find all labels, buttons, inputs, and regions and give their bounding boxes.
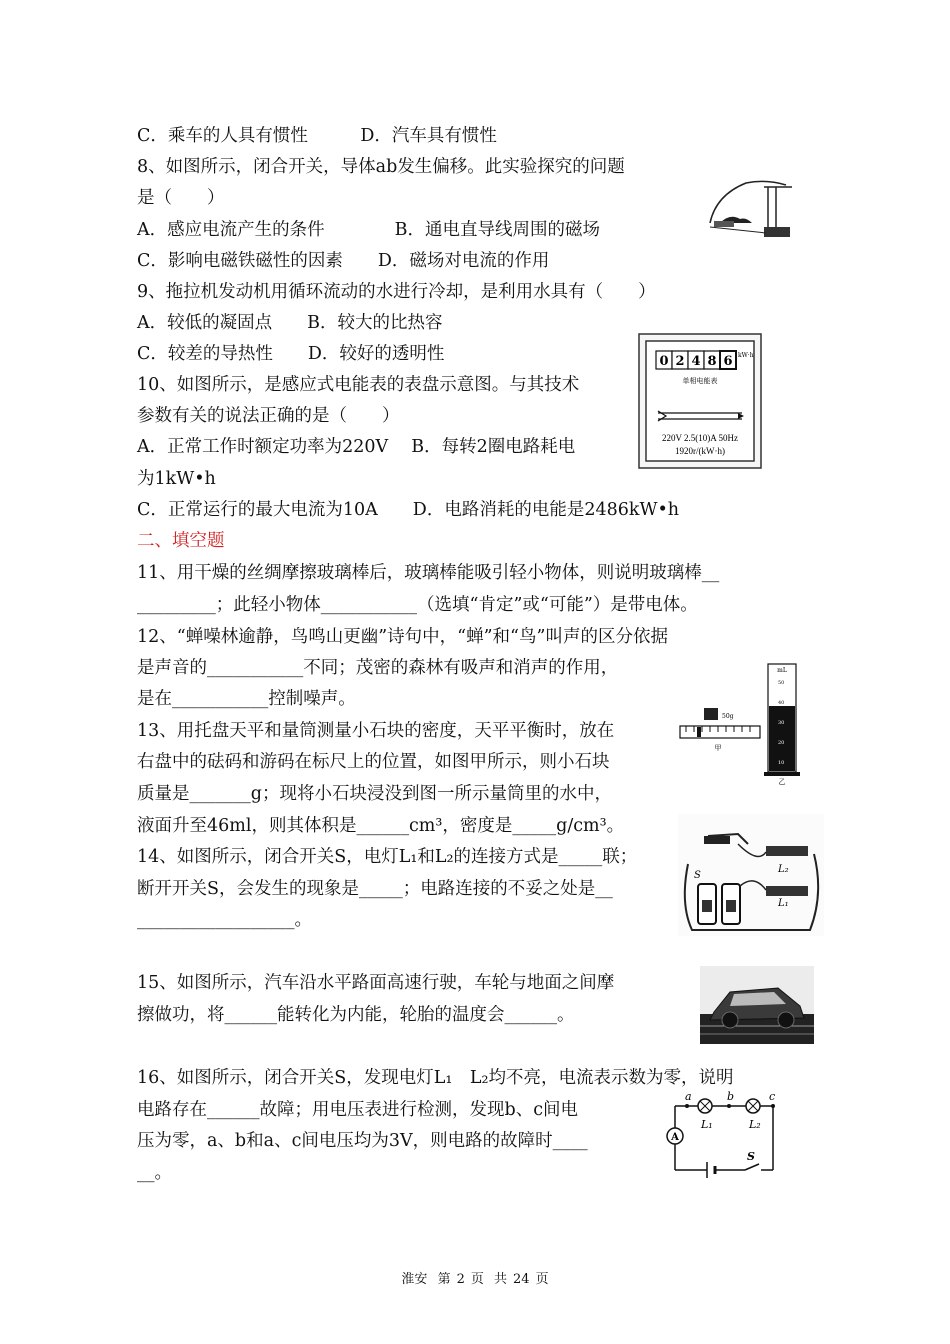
q16-stem-3: 压为零，a、b和a、c间电压均为3V，则电路的故障时____: [137, 1131, 588, 1151]
switch-s-label: S: [747, 1150, 755, 1163]
circuit14-l2-label: L₂: [778, 864, 789, 875]
circuit14-l1-label: L₁: [778, 898, 789, 909]
meter-digit: 8: [707, 354, 717, 369]
meter-spec1: 220V 2.5(10)A 50Hz: [661, 433, 739, 443]
meter-digit: 2: [675, 354, 685, 369]
q13-stem-3: 质量是_______g；现将小石块浸没到图一所示量筒里的水中，: [137, 784, 612, 804]
footer-total-number: 24: [513, 1272, 530, 1287]
q15-car-figure: [700, 966, 814, 1044]
q15-stem: 15、如图所示，汽车沿水平路面高速行驶，车轮与地面之间摩: [137, 973, 615, 993]
q12-stem-cont: 是声音的___________不同；茂密的森林有吸声和消声的作用，: [137, 658, 619, 678]
q16-stem-4: __。: [137, 1163, 172, 1183]
q9-options-ab: A．较低的凝固点 B．较大的比热容: [137, 313, 443, 333]
q13-figure: [678, 660, 804, 786]
cylinder-label-yi: 乙: [778, 778, 786, 786]
balance-weight-label: 50g: [722, 713, 734, 720]
footer-total-word: 页: [535, 1272, 549, 1287]
lamp-l1-label: L₁: [701, 1118, 713, 1131]
q15-stem-2: 擦做功，将______能转化为内能，轮胎的温度会______。: [137, 1005, 575, 1025]
footer-page-number: 2: [456, 1272, 465, 1287]
cylinder-tick: 10: [778, 760, 785, 766]
q12-stem: 12、“蝉噪林逾静，鸟鸣山更幽”诗句中，“蝉”和“鸟”叫声的区分依据: [137, 627, 668, 647]
q7-options-cd: C．乘车的人具有惯性 D．汽车具有惯性: [137, 126, 497, 146]
node-b-label: b: [727, 1090, 735, 1103]
footer-total-prefix: 共: [494, 1272, 508, 1287]
node-c-label: c: [769, 1090, 776, 1103]
meter-spec2: 1920r/(kW·h): [675, 446, 725, 456]
q13-stem: 13、用托盘天平和量筒测量小石块的密度，天平平衡时，放在: [137, 721, 615, 741]
cylinder-unit: mL: [777, 667, 787, 674]
q11-stem: 11、用干燥的丝绸摩擦玻璃棒后，玻璃棒能吸引轻小物体，则说明玻璃棒__: [137, 563, 720, 583]
q14-stem-3: __________________。: [137, 910, 312, 930]
cylinder-tick: 20: [778, 740, 785, 746]
q13-stem-4: 液面升至46ml，则其体积是______cm³，密度是_____g/cm³。: [137, 816, 625, 836]
meter-name: 单相电能表: [682, 377, 718, 385]
q8-figure: [706, 175, 798, 245]
meter-digit: 0: [659, 354, 669, 369]
q16-stem-2: 电路存在______故障；用电压表进行检测，发现b、c间电: [137, 1100, 579, 1120]
q16-circuit-figure: [663, 1088, 785, 1178]
node-a-label: a: [685, 1090, 692, 1103]
meter-digit: 6: [723, 354, 733, 369]
q14-figure: [678, 814, 824, 936]
footer-place: 淮安: [401, 1272, 428, 1287]
footer-page-word: 页: [470, 1272, 484, 1287]
meter-unit: kW·h: [738, 352, 754, 359]
q10-options-ab: A．正常工作时额定功率为220V B．每转2圈电路耗电: [137, 437, 576, 457]
q8-stem-cont: 是（ ）: [137, 188, 225, 208]
q14-stem: 14、如图所示，闭合开关S，电灯L₁和L₂的连接方式是_____联；: [137, 847, 638, 867]
q16-stem: 16、如图所示，闭合开关S，发现电灯L₁ L₂均不亮，电流表示数为零，说明: [137, 1068, 734, 1088]
q10-options-cd: C．正常运行的最大电流为10A D．电路消耗的电能是2486kW•h: [137, 500, 680, 520]
q8-options-cd: C．影响电磁铁磁性的因素 D．磁场对电流的作用: [137, 251, 550, 271]
q13-stem-2: 右盘中的砝码和游码在标尺上的位置，如图甲所示，则小石块: [137, 752, 610, 772]
q14-stem-2: 断开开关S，会发生的现象是_____；电路连接的不妥之处是__: [137, 879, 613, 899]
q9-stem: 9、拖拉机发动机用循环流动的水进行冷却，是利用水具有（ ）: [137, 282, 656, 302]
q10-options-b-cont: 为1kW•h: [137, 469, 216, 489]
balance-label-jia: 甲: [714, 744, 722, 752]
q9-options-cd: C．较差的导热性 D．较好的透明性: [137, 344, 445, 364]
q11-stem-cont: _________；此轻小物体___________（选填“肯定”或“可能”）是带电体。: [137, 595, 698, 615]
q10-meter-figure: [638, 333, 762, 469]
q10-stem: 10、如图所示，是感应式电能表的表盘示意图。与其技术: [137, 375, 580, 395]
ammeter-icon: A: [671, 1132, 679, 1143]
meter-digit: 4: [691, 354, 701, 369]
cylinder-tick: 40: [778, 700, 785, 706]
cylinder-tick: 30: [778, 720, 785, 726]
q8-stem: 8、如图所示，闭合开关，导体ab发生偏移。此实验探究的问题: [137, 157, 625, 177]
page-footer: [0, 1268, 950, 1287]
section-title-fill-in: 二、填空题: [137, 531, 225, 551]
q12-stem-end: 是在___________控制噪声。: [137, 689, 356, 709]
circuit14-switch-label: S: [694, 870, 701, 881]
q8-options-ab: A．感应电流产生的条件 B．通电直导线周围的磁场: [137, 220, 600, 240]
lamp-l2-label: L₂: [749, 1118, 761, 1131]
q10-stem-cont: 参数有关的说法正确的是（ ）: [137, 406, 400, 426]
footer-page-prefix: 第: [437, 1272, 451, 1287]
cylinder-tick: 50: [778, 680, 785, 686]
